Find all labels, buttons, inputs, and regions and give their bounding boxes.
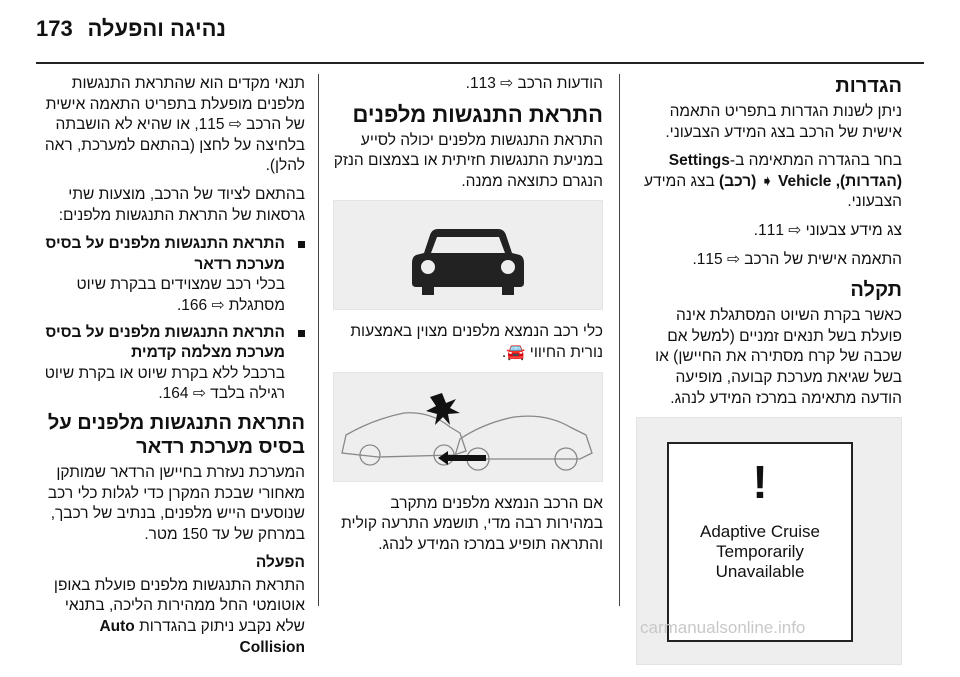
vehicle-ahead-text-end: . [501, 343, 507, 361]
collision-warning-figure [333, 372, 603, 482]
dic-message-line: Temporarily [716, 542, 804, 562]
settings-menu-label: Settings [668, 152, 730, 170]
settings-heading: הגדרות [835, 75, 902, 97]
watermark: carmanualsonline.info [640, 618, 806, 637]
list-item-title: התראת התנגשות מלפנים על בסיס מערכת מצלמה קדמית [45, 323, 285, 362]
approach-arrow-icon [438, 451, 486, 465]
list-item [40, 323, 305, 405]
list-item [40, 234, 305, 316]
column-divider [619, 74, 620, 606]
fault-paragraph: כאשר בקרת השיוט המסתגלת אינה פועלת בשל תנאים זמניים (למשל אם שכבה של קרח מסתירה את החיישן) או בשל שגיאת מערכת קבועה, מופיעה הודעה מתאימה במרכז המידע לנהג. [655, 307, 902, 407]
list-item-text: בכלי רכב שמצוידים בבקרת שיוט מסתגלת ⇨ 166. [76, 276, 285, 314]
bullet-icon [298, 241, 305, 248]
settings-instructions [636, 151, 902, 213]
radar-paragraph: המערכת נעזרת בחיישן הרדאר שמותקן מאחורי שבכת המקרן כדי לגלות כלי רכב שנוסעים הייש מלפנים, בנתיב של רכבך, במרחק של עד 150 מטר. [47, 463, 305, 543]
vehicle-ahead-figure [333, 200, 603, 310]
page-number: 173 [36, 16, 73, 41]
column-left [40, 74, 305, 666]
list-item-title: התראת התנגשות מלפנים על בסיס מערכת רדאר [45, 235, 285, 273]
ref-vehicle-personalisation[interactable]: התאמה אישית של הרכב ⇨ 115. [692, 250, 902, 268]
fcw-intro-paragraph: התראת התנגשות מלפנים יכולה לסייע במניעת התנגשות חזיתית או בצמצום הנזק הנגרם כתוצאה ממנה. [333, 131, 603, 190]
page-header [0, 0, 960, 60]
activation-paragraph [40, 576, 305, 658]
activation-text: התראת התנגשות מלפנים פועלת באופן אוטומטי החל ממהירות הליכה, בתנאי שלא נקבע ניתוק בהגדרות [53, 576, 305, 636]
settings-vehicle-label-hebrew: (רכב) [719, 172, 757, 190]
settings-vehicle-label: (הגדרות), Vehicle [777, 172, 902, 190]
ref-vehicle-messages[interactable]: הודעות הרכב ⇨ 113. [465, 75, 603, 92]
column-middle [333, 74, 603, 563]
settings-instructions-text: בחר בהגדרה המתאימה ב- [729, 152, 902, 170]
dic-message-line: Unavailable [715, 562, 805, 582]
collision-warning-paragraph: אם הרכב הנמצא מלפנים מתקרב במהירות רבה מדי, תושמע התרעה קולית והתראה תופיע במרכז המידע לנהג. [341, 494, 603, 553]
column-right [636, 74, 902, 677]
settings-instructions-end: בצג המידע הצבעוני. [644, 172, 902, 211]
bullet-icon [298, 330, 305, 337]
settings-paragraph: ניתן לשנות הגדרות בתפריט התאמה אישית של הרכב בצג המידע הצבעוני. [665, 103, 902, 141]
car-front-icon [334, 201, 602, 309]
radar-section-heading: התראת התנגשות מלפנים על בסיס מערכת רדאר [47, 411, 305, 458]
driver-info-display [667, 442, 853, 642]
column-divider [318, 74, 319, 606]
fault-heading: תקלה [850, 279, 902, 302]
right-arrow-icon: ➧ [760, 172, 774, 190]
fcw-heading: התראת התנגשות מלפנים [352, 101, 603, 127]
vehicle-ahead-indicator-icon: 🚘 [506, 343, 526, 361]
precondition-paragraph: תנאי מקדים הוא שהתראת התנגשות מלפנים מופעלת בתפריט התאמה אישית של הרכב ⇨ 115, או שהיא לא הושבתה בלחיצה על לחצן (בהתאם למערכת, ראה להלן). [44, 75, 305, 175]
vehicle-ahead-paragraph [333, 322, 603, 363]
activation-heading: הפעלה [255, 554, 305, 572]
versions-list [40, 234, 305, 405]
collision-illustration [334, 373, 602, 481]
warning-icon: ! [752, 456, 768, 509]
auto-collision-label: Auto Collision [99, 618, 305, 656]
vehicle-ahead-text: כלי רכב הנמצא מלפנים מצוין באמצעות נורית החיווי [350, 323, 603, 361]
header-rule [36, 62, 924, 64]
versions-paragraph: בהתאם לציוד של הרכב, מוצעות שתי גרסאות של התראת התנגשות מלפנים: [58, 185, 305, 224]
page-title: נהיגה והפעלה [87, 16, 226, 41]
dic-message-line: Adaptive Cruise [699, 522, 820, 542]
impact-star-icon [426, 393, 460, 425]
list-item-text: ברכבל ללא בקרת שיוט או בקרת שיוט רגילה בלבד ⇨ 164. [44, 364, 285, 403]
ref-color-info-display[interactable]: צג מידע צבעוני ⇨ 111. [753, 221, 902, 239]
